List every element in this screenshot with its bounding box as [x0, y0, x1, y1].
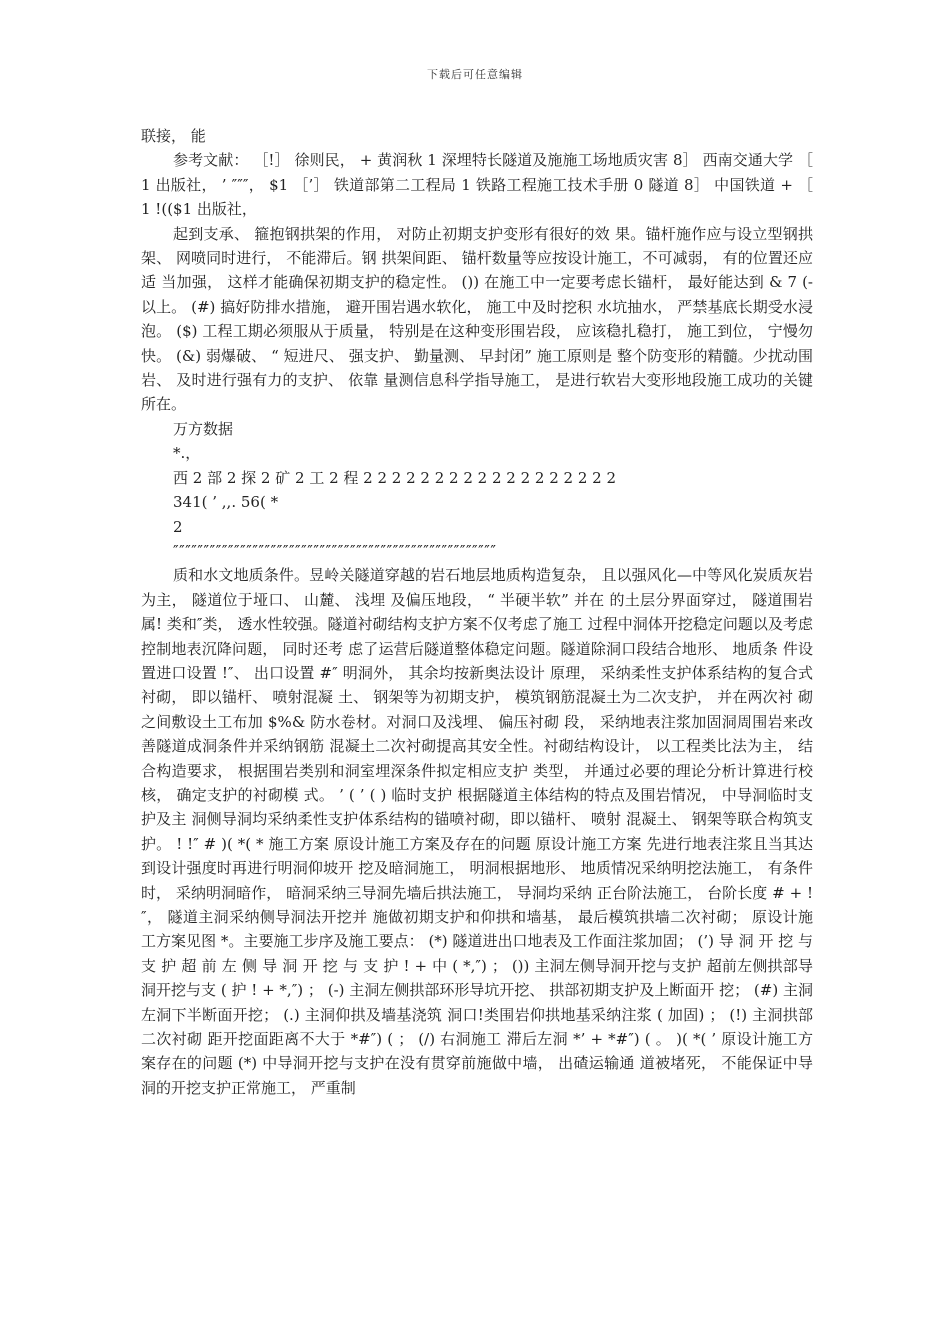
references-paragraph: 参考文献： ［!］ 徐则民， + 黄润秋 1 深埋特长隧道及施施工场地质灾害 8］ 西南交通大学 ［ 1 出版社， ’ ″″″， $1 ［’］ 铁道部第二工程局 1 铁路工程施工技术手册 0 隧道 8］ 中国铁道 + ［ 1 !(($1 出版社，	[141, 151, 813, 219]
source-watermark: 万方数据	[173, 419, 234, 438]
separator-line: ″″″″″″″″″″″″″″″″″″″″″″″″″″″″″″″″″″″″″″″″″″″″″″″″″″″″″	[173, 541, 497, 560]
garbled-line: 2	[173, 517, 183, 536]
garbled-line: *.，	[173, 444, 201, 463]
page-header: 下载后可任意编辑	[427, 68, 523, 81]
construction-plan-paragraph: 质和水文地质条件。昱岭关隧道穿越的岩石地层地质构造复杂， 且以强风化—中等风化炭质灰岩为主， 隧道位于垭口、 山麓、 浅埋 及偏压地段， “ 半硬半软” 并在 的土层分界面穿过， 隧道围岩属! 类和″类， 透水性较强。隧道衬砌结构支护方案不仅考虑了施工 过程中洞体开挖稳定问题以及考虑控制地表沉降问题， 同时还考 虑了运营后隧道整体稳定问题。隧道除洞口段结合地形、 地质条 件设置进口设置 !″、 出口设置 #″ 明洞外， 其余均按新奥法设计 原理， 采纳柔性支护体系结构的复合式衬砌， 即以锚杆、 喷射混凝 土、 钢架等为初期支护， 模筑钢筋混凝土为二次支护， 并在两次衬 砌之间敷设土工布加 $%& 防水卷材。对洞口及浅埋、 偏压衬砌 段， 采纳地表注浆加固洞周围岩来改善隧道成洞条件并采纳钢筋 混凝土二次衬砌提高其安全性。衬砌结构设计， 以工程类比法为主， 结合构造要求， 根据围岩类别和洞室埋深条件拟定相应支护 类型， 并通过必要的理论分析计算进行校核， 确定支护的衬砌模 式。 ’ ( ’ ( ) 临时支护 根据隧道主体结构的特点及围岩情况， 中导洞临时支护及主 洞侧导洞均采纳柔性支护体系结构的锚喷衬砌，即以锚杆、 喷射 混凝土、 钢架等联合构筑支护。 ! !″ # )( *( * 施工方案 原设计施工方案及存在的问题 原设计施工方案 先进行地表注浆且当其达到设计强度时再进行明洞仰坡开 挖及暗洞施工， 明洞根据地形、 地质情况采纳明挖法施工， 有条件 时， 采纳明洞暗作， 暗洞采纳三导洞先墙后拱法施工， 导洞均采纳 正台阶法施工， 台阶长度 # + !″， 隧道主洞采纳侧导洞法开挖并 施做初期支护和仰拱和墙基， 最后模筑拱墙二次衬砌； 原设计施 工方案见图 *。主要施工步序及施工要点： (*) 隧道进出口地表及工作面注浆加固； (’) 导 洞 开 挖 与 支 护 超 前 左 侧 导 洞 开 挖 与 支 护 ! + 中 ( *,″) ； ()) 主洞左侧导洞开挖与支护 超前左侧拱部导洞开挖与支 ( 护 ! + *,″) ； (-) 主洞左侧拱部环形导坑开挖、 拱部初期支护及上断面开 挖； (#) 主洞左洞下半断面开挖； (.) 主洞仰拱及墙基浇筑 洞口!类围岩仰拱地基采纳注浆 ( 加固) ； (!) 主洞拱部二次衬砌 距开挖面距离不大于 *#″) ( ； (/) 右洞施工 滞后左洞 *’ + *#″) ( 。 )( *( ’ 原设计施工方案存在的问题 (*) 中导洞开挖与支护在没有贯穿前施做中墙， 出碴运输通 道被堵死， 不能保证中导洞的开挖支护正常施工， 严重制	[141, 566, 813, 1097]
journal-running-title: 西 2 部 2 探 2 矿 2 工 2 程 2 2 2 2 2 2 2 2 2 2 2 2 2 2 2 2 2 2	[173, 468, 617, 487]
garbled-line: 341( ’ ,,. 56( *	[173, 493, 279, 512]
paragraph-fragment: 联接， 能	[141, 127, 206, 145]
document-body	[141, 124, 813, 1100]
support-measures-paragraph: 起到支承、 箍抱钢拱架的作用， 对防止初期支护变形有很好的效 果。锚杆施作应与设立型钢拱架、 网喷同时进行， 不能滞后。钢 拱架间距、 锚杆数量等应按设计施工，不可减弱， 有的位置还应适 当加强， 这样才能确保初期支护的稳定性。 ()) 在施工中一定要考虑长锚杆， 最好能达到 & 7 (- 以上。 (#) 搞好防排水措施， 避开围岩遇水软化， 施工中及时挖积 水坑抽水， 严禁基底长期受水浸泡。 ($) 工程工期必须服从于质量， 特别是在这种变形围岩段， 应该稳扎稳打， 施工到位， 宁慢勿快。 (&) 弱爆破、 “ 短进尺、 强支护、 勤量测、 早封闭” 施工原则是 整个防变形的精髓。少扰动围岩、 及时进行强有力的支护、 依靠 量测信息科学指导施工， 是进行软岩大变形地段施工成功的关键 所在。	[141, 224, 813, 414]
